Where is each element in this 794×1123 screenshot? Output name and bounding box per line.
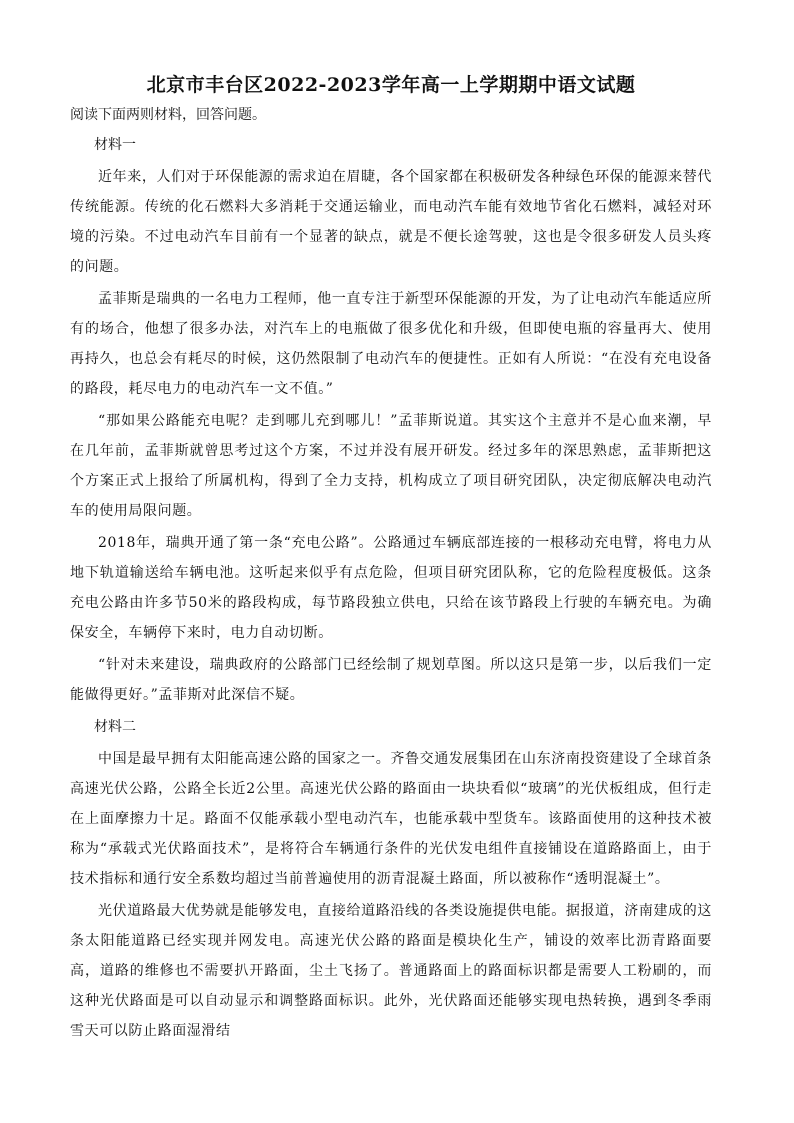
material-1-paragraph: “针对未来建设，瑞典政府的公路部门已经绘制了规划草图。所以这只是第一步，以后我们一定能做得更好。”孟菲斯对此深信不疑。 (70, 657, 712, 703)
material-1-paragraph: 孟菲斯是瑞典的一名电力工程师，他一直专注于新型环保能源的开发，为了让电动汽车能适应所有的场合，他想了很多办法，对汽车上的电瓶做了很多优化和升级，但即使电瓶的容量再大、使用再持久，也总会有耗尽的时候，这仍然限制了电动汽车的便捷性。正如有人所说：“在没有充电设备的路段，耗尽电力的电动汽车一文不值。” (70, 291, 712, 397)
material-1-paragraph: “那如果公路能充电呢？走到哪儿充到哪儿！”孟菲斯说道。其实这个主意并不是心血来潮，早在几年前，孟菲斯就曾思考过这个方案，不过并没有展开研发。经过多年的深思熟虑，孟菲斯把这个方案正式上报给了所属机构，得到了全力支持，机构成立了项目研究团队，决定彻底解决电动汽车的使用局限问题。 (70, 413, 712, 519)
instructions: 阅读下面两则材料，回答问题。 (70, 107, 266, 123)
material-2-label: 材料二 (94, 719, 136, 735)
material-2-paragraph: 中国是最早拥有太阳能高速公路的国家之一。齐鲁交通发展集团在山东济南投资建设了全球首条高速光伏公路，公路全长近2公里。高速光伏公路的路面由一块块看似“玻璃”的光伏板组成，但行走在上面摩擦力十足。路面不仅能承载小型电动汽车，也能承载中型货车。该路面使用的这种技术被称为“承载式光伏路面技术”，是将符合车辆通行条件的光伏发电组件直接铺设在道路路面上，由于技术指标和通行安全系数均超过当前普遍使用的沥青混凝土路面，所以被称作“透明混凝土”。 (70, 751, 712, 887)
material-1-label: 材料一 (94, 137, 136, 153)
material-2-paragraph: 光伏道路最大优势就是能够发电，直接给道路沿线的各类设施提供电能。据报道，济南建成的这条太阳能道路已经实现并网发电。高速光伏公路的路面是模块化生产，铺设的效率比沥青路面要高，道路的维修也不需要扒开路面，尘土飞扬了。普通路面上的路面标识都是需要人工粉刷的，而这种光伏路面是可以自动显示和调整路面标识。此外，光伏路面还能够实现电热转换，遇到冬季雨雪天可以防止路面湿滑结 (70, 903, 712, 1039)
material-1-paragraph: 近年来，人们对于环保能源的需求迫在眉睫，各个国家都在积极研发各种绿色环保的能源来替代传统能源。传统的化石燃料大多消耗于交通运输业，而电动汽车能有效地节省化石燃料，减轻对环境的污染。不过电动汽车目前有一个显著的缺点，就是不便长途驾驶，这也是令很多研发人员头疼的问题。 (70, 169, 712, 275)
page-title: 北京市丰台区2022-2023学年高一上学期期中语文试题 (146, 74, 636, 96)
material-1-paragraph: 2018年，瑞典开通了第一条“充电公路”。公路通过车辆底部连接的一根移动充电臂，将电力从地下轨道输送给车辆电池。这听起来似乎有点危险，但项目研究团队称，它的危险程度极低。这条充电公路由许多节50米的路段构成，每节路段独立供电，只给在该节路段上行驶的车辆充电。为确保安全，车辆停下来时，电力自动切断。 (70, 535, 712, 641)
